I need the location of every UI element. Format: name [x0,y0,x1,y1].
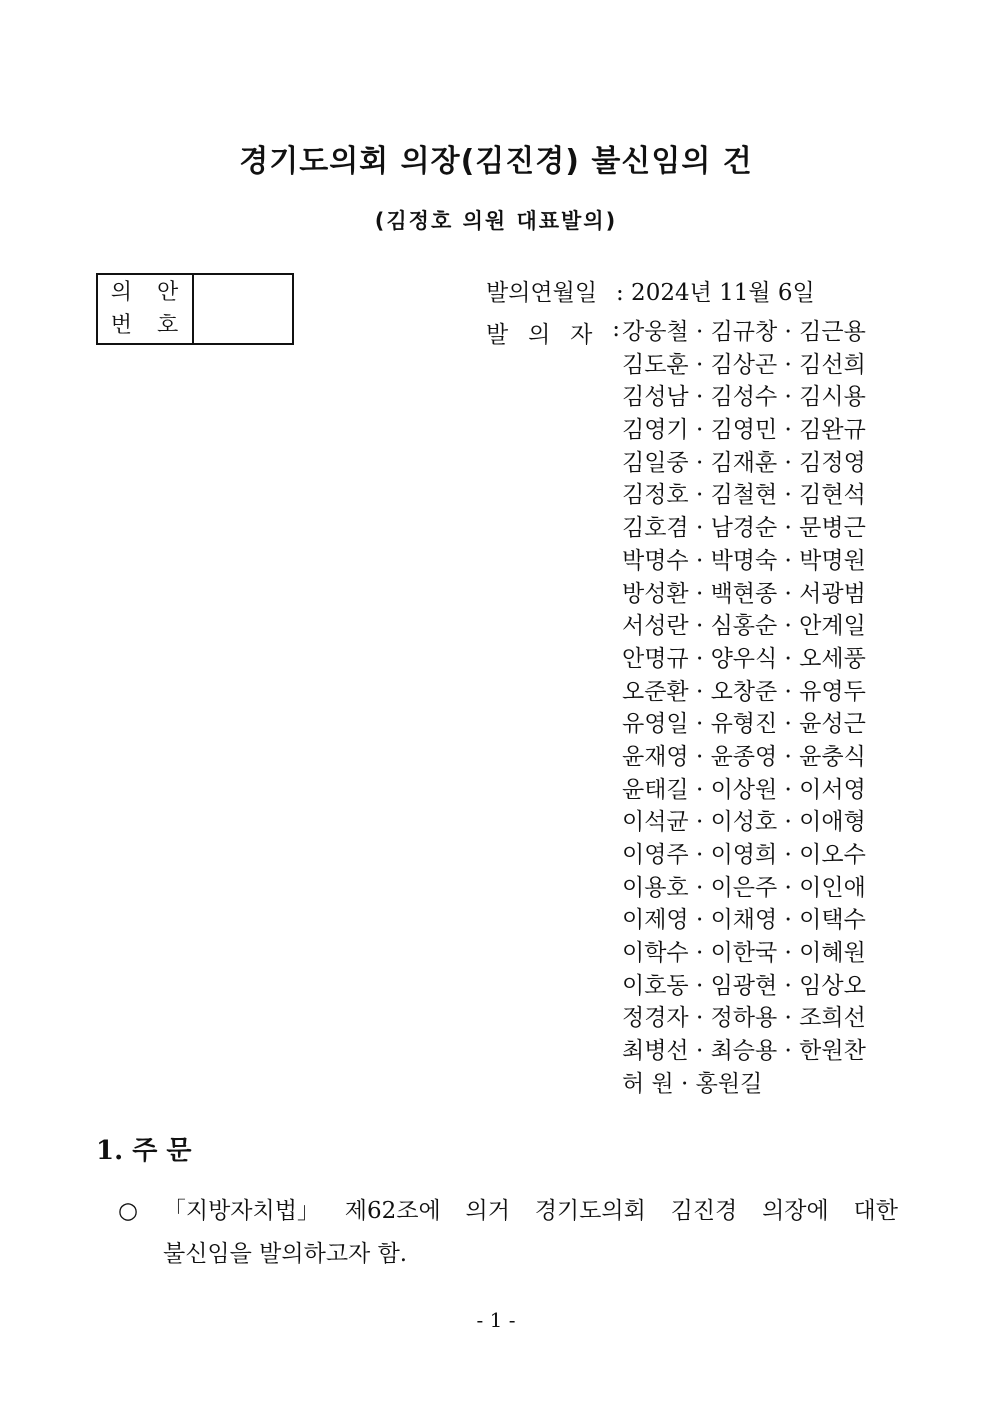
sponsor-line: 이석균 · 이성호 · 이애형 [622,809,866,836]
sponsor-line: 김도훈 · 김상곤 · 김선희 [622,351,866,378]
sponsor-label-sep: : [612,316,620,342]
sponsor-line: 이영주 · 이영희 · 이오수 [622,842,866,868]
sponsor-line: 김정호 · 김철현 · 김현석 [622,482,866,509]
proposal-date-value: : 2024년 11월 6일 [616,280,815,306]
proposal-date-row [486,274,815,307]
sponsor-line: 이용호 · 이은주 · 이인애 [622,874,866,901]
bill-number-value [194,275,292,343]
paragraph-word: 대한 [853,1198,898,1224]
paragraph-word: 제62조에 [344,1198,441,1224]
bill-number-label [98,275,194,343]
section-heading: 1. 주 문 [96,1136,192,1166]
sponsor-line: 허 원 · 홍원길 [622,1070,763,1097]
bill-number-label-line2: 번 호 [110,313,188,338]
document-title: 경기도의회 의장(김진경) 불신임의 건 [239,144,753,179]
sponsor-line: 방성환 · 백현종 · 서광범 [622,580,866,607]
paragraph-word: 김진경 [670,1198,738,1224]
paragraph-word: 의거 [465,1198,510,1224]
sponsor-label-char: 발 [486,322,509,348]
sponsor-label-char: 자 [570,322,593,348]
proposal-date-label: 발의연월일 [486,280,598,306]
sponsor-line: 서성란 · 심홍순 · 안계일 [622,613,866,640]
sponsor-line: 박명수 · 박명숙 · 박명원 [622,547,866,574]
sponsor-line: 오준환 · 오창준 · 유영두 [622,678,866,705]
sponsor-line: 정경자 · 정하용 · 조희선 [622,1005,866,1032]
sponsor-line: 최병선 · 최승용 · 한원찬 [622,1038,866,1065]
sponsor-line: 김영기 · 김영민 · 김완규 [622,417,866,444]
sponsor-line: 이학수 · 이한국 · 이혜원 [622,940,866,967]
paragraph-line1 [118,1190,898,1233]
paragraph-word: 「지방자치법」 [162,1198,320,1224]
sponsor-line: 김호겸 · 남경순 · 문병근 [622,515,866,542]
sponsor-line: 유영일 · 유형진 · 윤성근 [622,711,866,738]
sponsor-label-char: 의 [528,322,551,348]
sponsor-line: 안명규 · 양우식 · 오세풍 [622,645,866,672]
bill-number-box [96,273,294,345]
paragraph-word: 의장에 [762,1198,829,1224]
paragraph-word: 경기도의회 [534,1198,646,1224]
paragraph-line2: 불신임을 발의하고자 함. [163,1241,408,1267]
main-paragraph [118,1190,898,1276]
bill-number-label-line1: 의 안 [110,280,188,305]
bullet-circle-icon: ○ [118,1198,139,1224]
sponsor-line: 윤태길 · 이상원 · 이서영 [622,776,866,803]
sponsor-line: 김성남 · 김성수 · 김시용 [622,384,866,411]
sponsor-line: 윤재영 · 윤종영 · 윤충식 [622,743,866,770]
sponsor-list [622,316,922,1101]
sponsor-line: 강웅철 · 김규창 · 김근용 [622,319,866,345]
document-subtitle: (김정호 의원 대표발의) [374,209,618,233]
page-number: - 1 - [476,1308,516,1332]
sponsor-line: 이호동 · 임광현 · 임상오 [622,972,866,999]
sponsor-label [486,316,620,349]
sponsor-line: 김일중 · 김재훈 · 김정영 [622,449,866,476]
sponsor-line: 이제영 · 이채영 · 이택수 [622,907,866,934]
